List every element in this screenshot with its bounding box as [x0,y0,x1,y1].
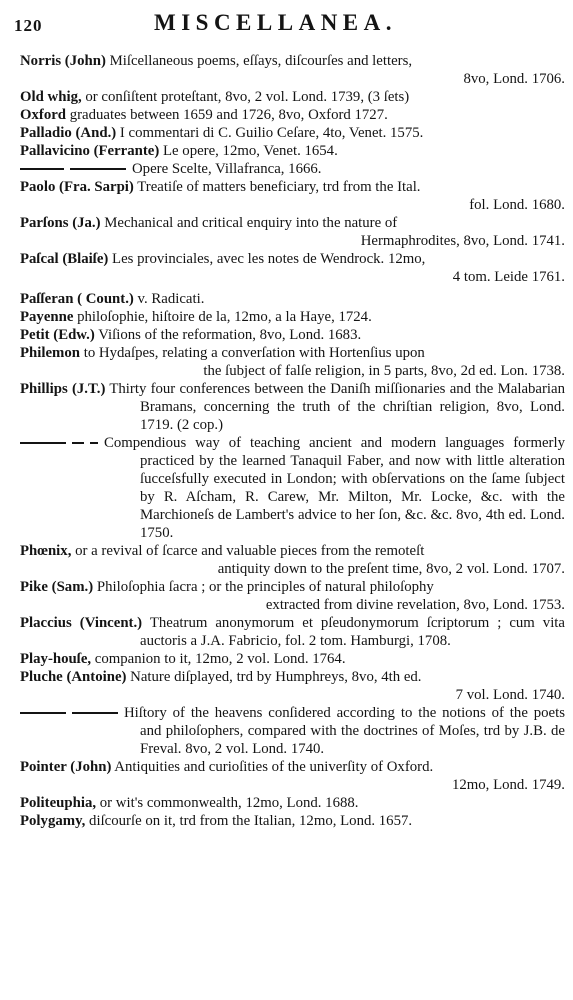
entry-pluche-history-of-heavens [20,704,565,758]
entry-heading: Paſſeran ( Count.) [20,291,134,307]
entry-continuation: antiquity down to the preſent time, 8vo, 2 vol. Lond. 1707. [217,561,565,577]
entry-continuation: Hermaphrodites, 8vo, Lond. 1741. [360,233,565,249]
entry-heading: Polygamy, [20,813,86,829]
entry-play-house [20,650,565,668]
entry-text: I commentari di C. Guilio Ceſare, 4to, Venet. 1575. [116,125,424,141]
ditto-rule [72,712,118,714]
entry-parsons [20,214,565,250]
entry-polygamy [20,812,565,830]
entry-philemon [20,344,565,380]
entry-text: Hiſtory of the heavens conſidered according to the notions of the poets and philoſophers, compared with the doctrines of Moſes, trd by J.B. de Freval. 8vo, 2 vol. Lond. 1740. [124,705,565,757]
entry-text: or wit's commonwealth, 12mo, Lond. 1688. [96,795,359,811]
entry-heading: Paolo (Fra. Sarpi) [20,179,134,195]
entry-text: or a revival of ſcarce and valuable pieces from the remoteſt [71,543,425,559]
ditto-rule [90,442,98,444]
entry-heading: Norris (John) [20,53,106,69]
entry-palladio [20,124,565,142]
entry-text: Miſcellaneous poems, eſſays, diſcourſes and letters, [105,53,413,69]
entry-continuation: extracted from divine revelation, 8vo, Lond. 1753. [265,597,565,613]
entry-heading: Paſcal (Blaiſe) [20,251,109,267]
entry-text: Opere Scelte, Villafranca, 1666. [132,161,322,177]
entry-heading: Play-houſe, [20,651,92,667]
entry-heading: Oxford [20,107,67,123]
entry-text: Compendious way of teaching ancient and modern languages formerly practiced by the learned Tanaquil Faber, and now with little alteration ſucceſsfully executed in London; with obſervations on the ſame ſubject by R. Aſcham, R. Carew, Mr. Milton, Mr. Locke, &c. with the Marchioneſs de Lambert's advice to her ſon, &c. &c. 8vo, 4th ed. Lond. 1750. [104,435,565,541]
entry-heading: Philemon [20,345,81,361]
entry-pallavicino [20,142,565,160]
entry-pike [20,578,565,614]
entry-continuation: 4 tom. Leide 1761. [452,269,565,285]
entry-paolo [20,178,565,214]
entry-text: companion to it, 12mo, 2 vol. Lond. 1764. [91,651,346,667]
entry-text: Philoſophia ſacra ; or the principles of natural philoſophy [93,579,434,595]
entry-text: Le opere, 12mo, Venet. 1654. [159,143,338,159]
page-header [14,6,563,44]
entry-pascal [20,250,565,286]
entry-text: diſcourſe on it, trd from the Italian, 12mo, Lond. 1657. [85,813,413,829]
entry-text: to Hydaſpes, relating a converſation with Hortenſius upon [80,345,425,361]
entry-pallavicino-opere-scelte [20,160,565,178]
ditto-rule [72,442,84,444]
entry-phillips-compendious-way [20,434,565,542]
entry-heading: Parſons (Ja.) [20,215,101,231]
entry-continuation: ſcriptorum ; cum vita auctoris a J.A. Fabricio, fol. 2 tom. Hamburgi, 1708. [140,615,565,649]
entry-text: Treatiſe of matters beneficiary, trd from the Ital. [133,179,421,195]
running-head: MISCELLANEA. [154,10,398,35]
entry-oxford [20,106,565,124]
entry-phoenix [20,542,565,578]
entry-payenne [20,308,565,326]
entry-heading: Pointer (John) [20,759,112,775]
entry-heading: Petit (Edw.) [20,327,95,343]
entry-continuation: 12mo, Lond. 1749. [451,777,565,793]
entry-text: Thirty four conferences between the Daniſh miſſionaries and the Malabarian Bramans, concerning the truth of the chriſtian religion, 8vo, Lond. 1719. (2 cop.) [105,381,565,433]
entry-heading: Politeuphia, [20,795,97,811]
entry-pluche [20,668,565,704]
entry-heading: Pallavicino (Ferrante) [20,143,160,159]
entry-heading: Pluche (Antoine) [20,669,127,685]
entry-text: philoſophie, hiſtoire de la, 12mo, a la Haye, 1724. [73,309,372,325]
ditto-rule [20,712,66,714]
entry-heading: Palladio (And.) [20,125,117,141]
ditto-rule [70,168,126,170]
catalogue-entries [20,52,565,830]
entry-text: Theatrum anonymorum et pſeudonymorum [142,615,419,631]
entry-placcius [20,614,565,650]
entry-text: Viſions of the reformation, 8vo, Lond. 1683. [94,327,362,343]
entry-heading: Phœnix, [20,543,72,559]
entry-politeuphia [20,794,565,812]
ditto-rule [20,442,66,444]
entry-passeran [20,290,565,308]
entry-continuation: fol. Lond. 1680. [469,197,565,213]
entry-heading: Old whig, [20,89,82,105]
entry-text: Nature diſplayed, trd by Humphreys, 8vo, 4th ed. [126,669,422,685]
entry-text: Les provinciales, avec les notes de Wendrock. 12mo, [108,251,426,267]
entry-text: v. Radicati. [133,291,205,307]
entry-heading: Placcius (Vincent.) [20,615,143,631]
entry-text: graduates between 1659 and 1726, 8vo, Oxford 1727. [66,107,388,123]
entry-pointer [20,758,565,794]
entry-old-whig [20,88,565,106]
entry-text: or conſiſtent proteſtant, 8vo, 2 vol. Lond. 1739, (3 ſets) [81,89,410,105]
ditto-rule [20,168,64,170]
entry-norris [20,52,565,88]
entry-text: Antiquities and curioſities of the univerſity of Oxford. [111,759,434,775]
entry-text: Mechanical and critical enquiry into the nature of [100,215,398,231]
entry-continuation: 8vo, Lond. 1706. [463,71,565,87]
entry-continuation: the ſubject of falſe religion, in 5 parts, 8vo, 2d ed. Lon. 1738. [203,363,565,379]
entry-phillips [20,380,565,434]
entry-heading: Pike (Sam.) [20,579,94,595]
page-number: 120 [14,16,43,35]
entry-heading: Payenne [20,309,74,325]
entry-continuation: 7 vol. Lond. 1740. [455,687,565,703]
entry-heading: Phillips (J.T.) [20,381,106,397]
entry-petit [20,326,565,344]
